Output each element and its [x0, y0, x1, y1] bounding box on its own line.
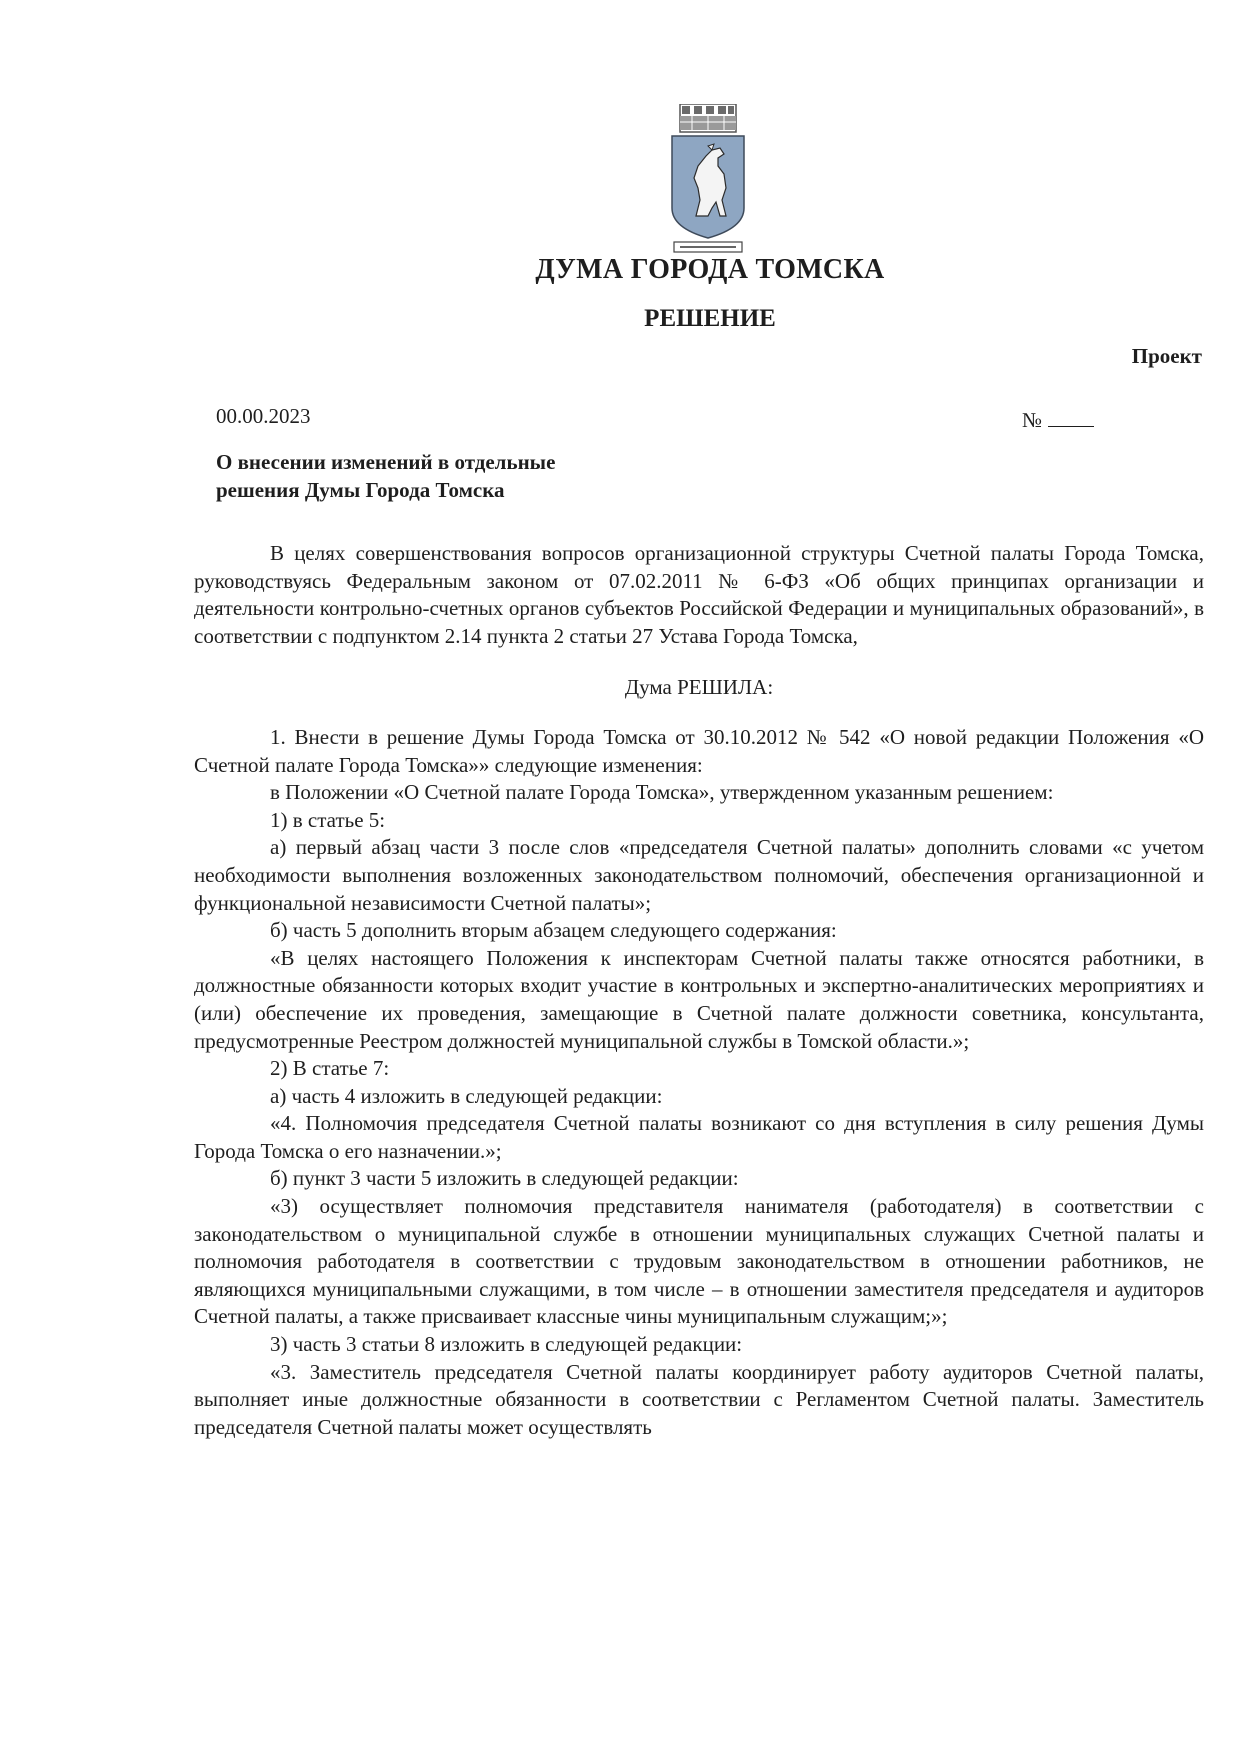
- document-kind: РЕШЕНИЕ: [644, 305, 776, 332]
- body-paragraph: б) пункт 3 части 5 изложить в следующей редакции:: [270, 1166, 739, 1191]
- body-paragraph: в Положении «О Счетной палате Города Томска», утвержденном указанным решением:: [270, 780, 1054, 805]
- draft-mark: Проект: [1131, 344, 1202, 368]
- body-paragraph: 3) часть 3 статьи 8 изложить в следующей редакции:: [270, 1332, 743, 1357]
- body-paragraph: а) первый абзац части 3 после слов «председателя Счетной палаты» дополнить словами «с учетом необходимости выполнения возложенных законодательством полномочий, обеспечения организационной и функциональной независимости Счетной палаты»;: [194, 835, 1204, 915]
- resolved-heading: Дума РЕШИЛА:: [624, 675, 774, 700]
- subject-line-1: О внесении изменений в отдельные: [216, 450, 556, 474]
- document-subject: [216, 448, 696, 504]
- subject-line-2: решения Думы Города Томска: [216, 478, 505, 502]
- organization-title: ДУМА ГОРОДА ТОМСКА: [535, 254, 885, 285]
- document-date: 00.00.2023: [216, 404, 311, 428]
- document-body: [194, 540, 1204, 1441]
- body-paragraph: «В целях настоящего Положения к инспекторам Счетной палаты также относятся работники, в должностные обязанности которых входит участие в контрольных и экспертно-аналитических мероприятиях и (или) обеспечение их проведения, замещающие в Счетной палате должности советника, консультанта, предусмотренные Реестром должностей муниципальной службы в Томской области.»;: [194, 945, 1204, 1053]
- preamble-paragraph: В целях совершенствования вопросов организационной структуры Счетной палаты Города Томска, руководствуясь Федеральным законом от 07.02.2011 № 6-ФЗ «Об общих принципах организации и деятельности контрольно-счетных органов субъектов Российской Федерации и муниципальных образований», в соответствии с подпунктом 2.14 пункта 2 статьи 27 Устава Города Томска,: [194, 541, 1204, 648]
- body-paragraph: 1) в статье 5:: [270, 807, 386, 832]
- body-paragraph: «4. Полномочия председателя Счетной палаты возникают со дня вступления в силу решения Думы Города Томска о его назначении.»;: [194, 1111, 1204, 1163]
- number-label: №: [1022, 408, 1043, 432]
- tomsk-coat-of-arms-icon: [668, 104, 748, 256]
- body-paragraph: 2) В статье 7:: [270, 1056, 390, 1081]
- body-paragraph: б) часть 5 дополнить вторым абзацем следующего содержания:: [270, 918, 837, 943]
- number-blank: [1048, 408, 1094, 427]
- body-paragraph: а) часть 4 изложить в следующей редакции:: [270, 1083, 663, 1108]
- body-paragraph: «3. Заместитель председателя Счетной палаты координирует работу аудиторов Счетной палаты, выполняет иные должностные обязанности в соответствии с Регламентом Счетной палаты. Заместитель председателя Счетной палаты может осуществлять: [194, 1359, 1204, 1439]
- body-paragraph: 1. Внести в решение Думы Города Томска от 30.10.2012 № 542 «О новой редакции Положения «О Счетной палате Города Томска»» следующие изменения:: [194, 724, 1204, 777]
- body-paragraph: «3) осуществляет полномочия представителя нанимателя (работодателя) в соответствии с законодательством о муниципальной службе в отношении муниципальных служащих Счетной палаты и полномочия работодателя в соответствии с трудовым законодательством в отношении работников, не являющихся муниципальными служащими, в том числе – в отношении заместителя председателя и аудиторов Счетной палаты, а также присваивает классные чины муниципальным служащим;»;: [194, 1194, 1204, 1329]
- document-number: [1022, 408, 1094, 433]
